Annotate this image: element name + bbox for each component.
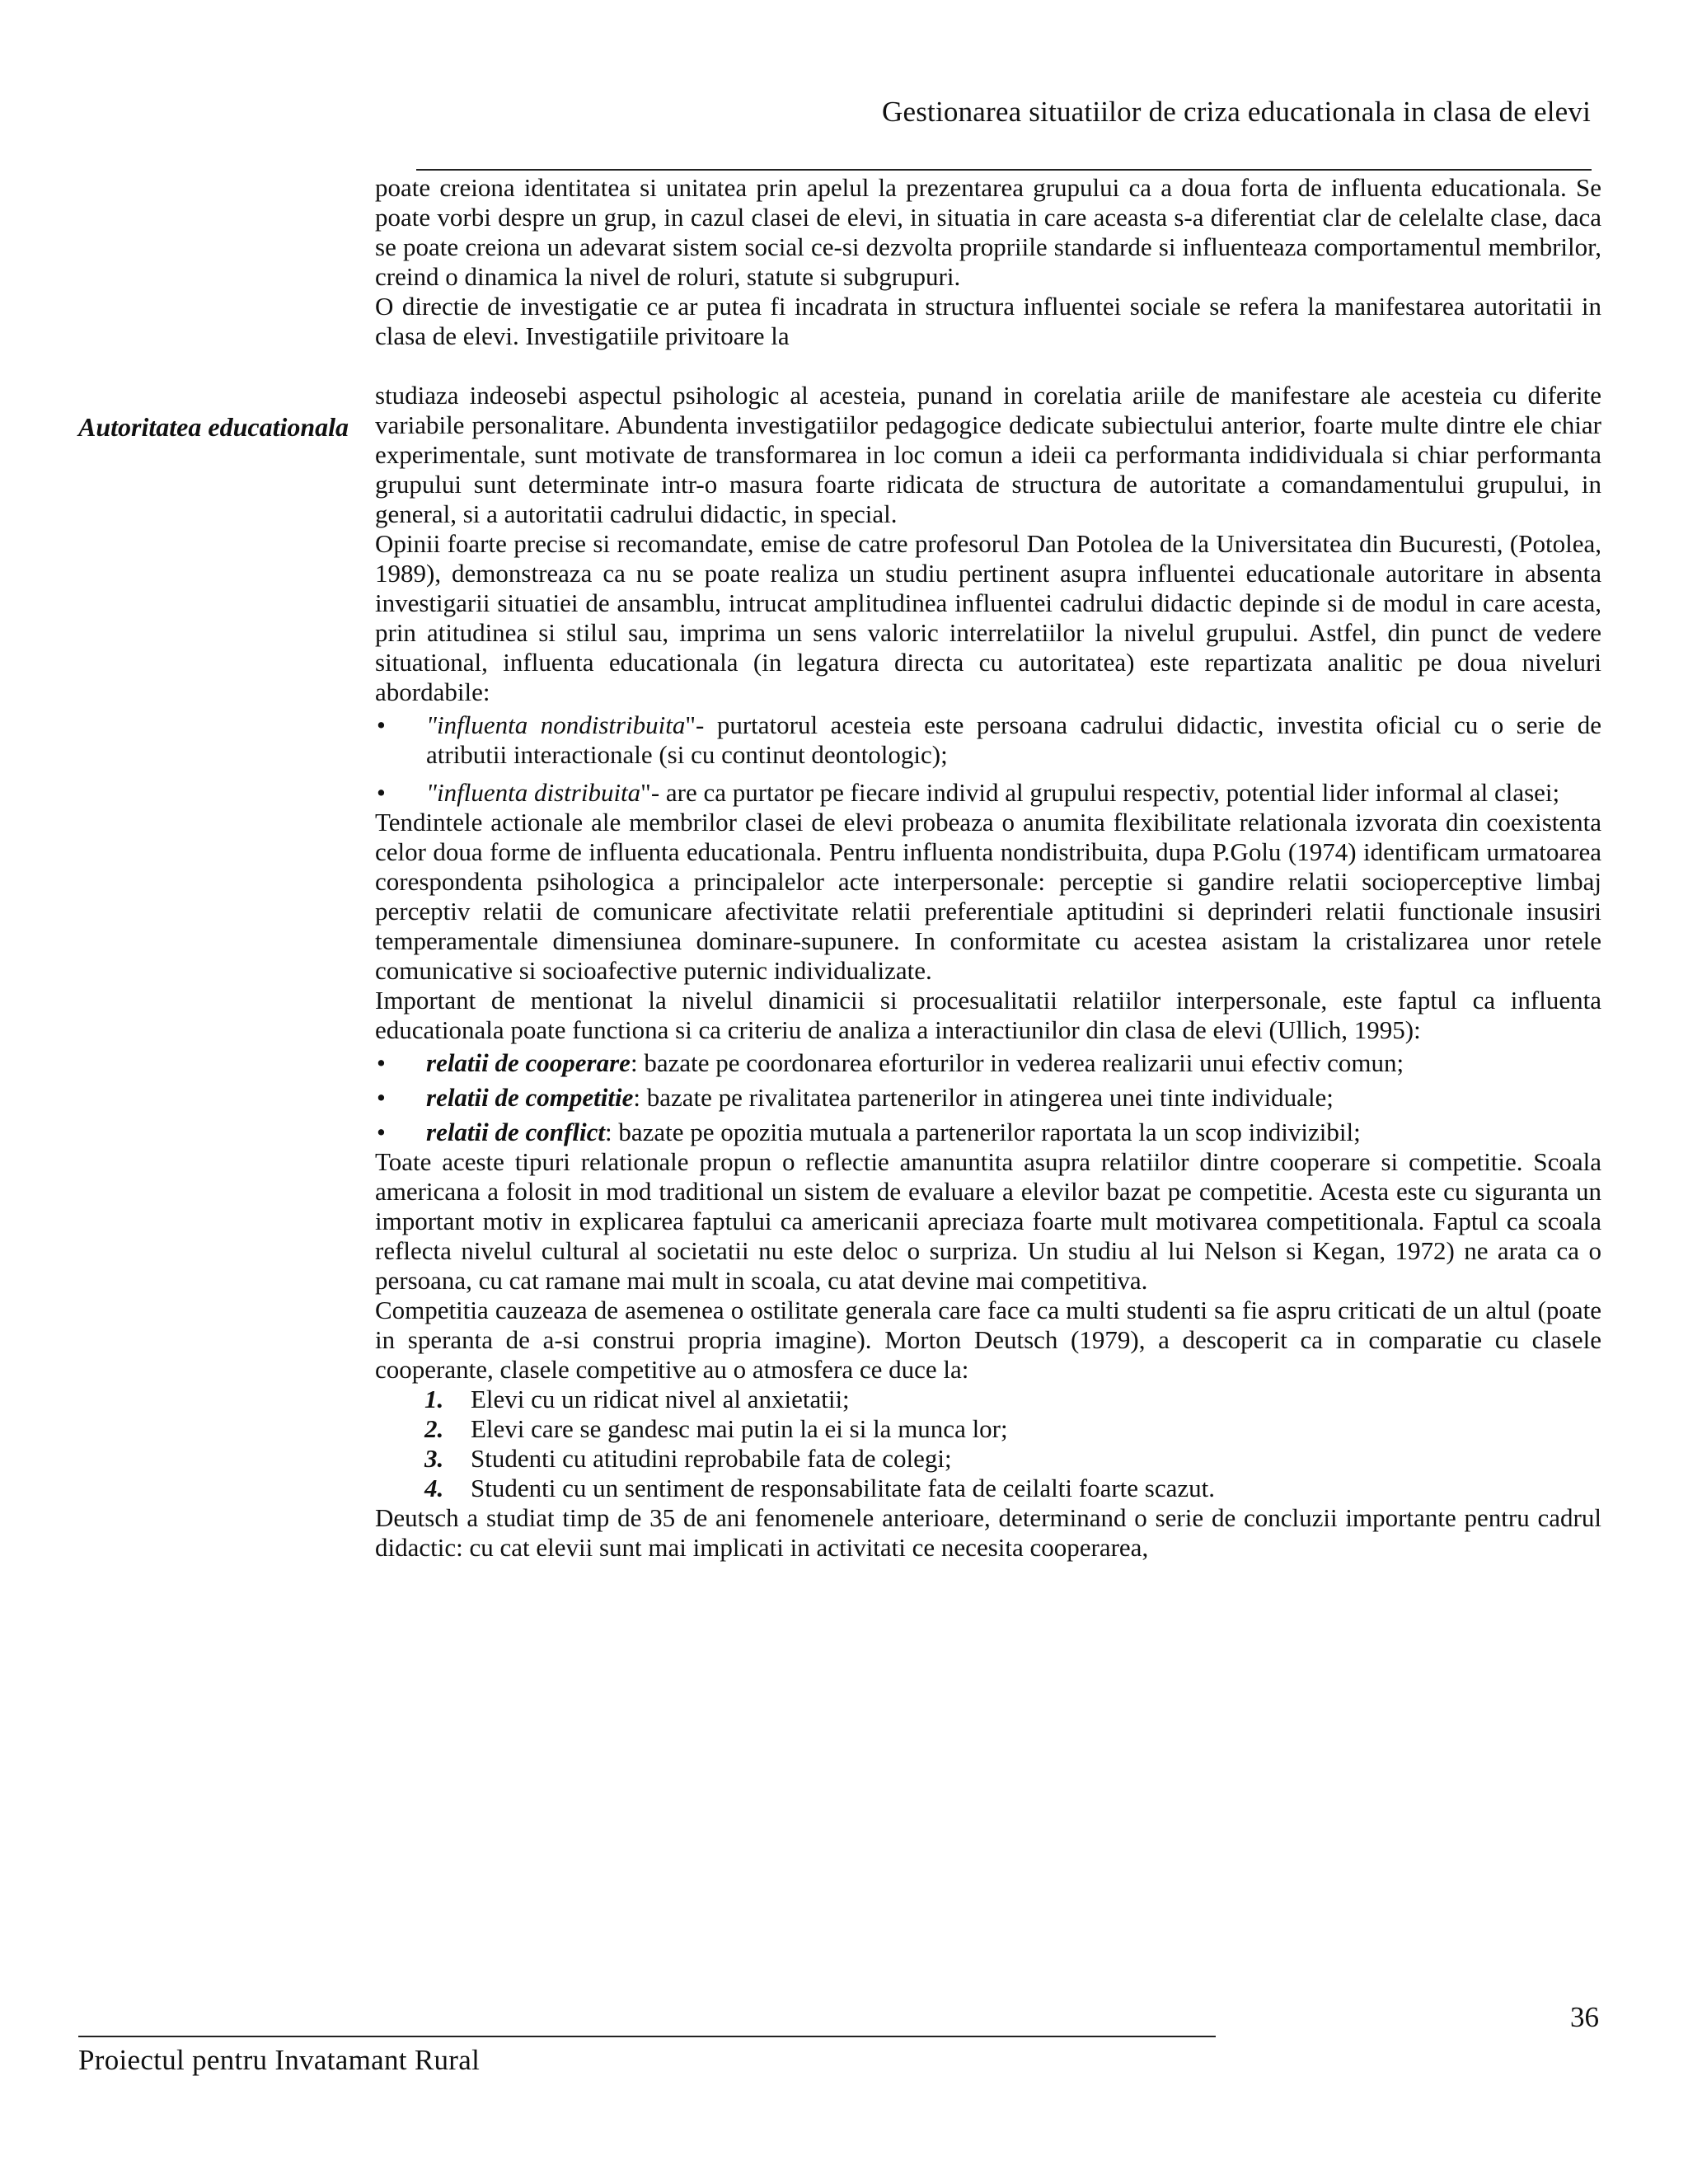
list-item (375, 1118, 1601, 1147)
bullet-icon: • (377, 1118, 386, 1146)
list-item-term: relatii de conflict (426, 1118, 605, 1146)
paragraph: studiaza indeosebi aspectul psihologic al acesteia, punand in corelatia ariile de manifestare ale acesteia cu diferite variabile personalitare. Abundenta investigatiilor pedagogice dedicate subiectului anterior, foarte multe dintre ele chiar experimentale, sunt motivate de transformarea in loc comun a ideii ca performanta indidividuala si chiar performanta grupului sunt determinate intr-o masura foarte ridicata de structura de autoritate a comandamentului grupului, in general, si a autoritatii cadrului didactic, in special. (375, 381, 1601, 528)
paragraph: Toate aceste tipuri relationale propun o reflectie amanuntita asupra relatiilor dintre cooperare si competitie. Scoala americana a folosit in mod traditional un sistem de evaluare a elevilor bazat pe competitie. Acesta este cu siguranta un important motiv in explicarea faptului ca americanii apreciaza foarte mult motivarea competitionala. Faptul ca scoala reflecta nivelul cultural al societatii nu este deloc o surpriza. Un studiu al lui Nelson si Kegan, 1972) ne arata ca o persoana, cu cat ramane mai mult in scoala, cu atat devine mai competitiva. (375, 1147, 1601, 1295)
header-rule (416, 169, 1592, 171)
list-item-text: Elevi care se gandesc mai putin la ei si la munca lor; (471, 1414, 1008, 1443)
list-number: 1. (424, 1385, 444, 1413)
list-item-term: relatii de cooperare (426, 1048, 631, 1077)
paragraph: poate creiona identitatea si unitatea prin apelul la prezentarea grupului ca a doua forta de influenta educationala. Se poate vorbi despre un grup, in cazul clasei de elevi, in situatia in care aceasta s-a diferentiat clar de celelalte clase, daca se poate creiona un adevarat sistem social ce-si dezvolta propriile standarde si influenteaza comportamentul membrilor, creind o dinamica la nivel de roluri, statute si subgrupuri. (375, 173, 1601, 291)
numbered-list (375, 1385, 1601, 1503)
bullet-icon: • (377, 1048, 386, 1077)
list-item-text: "- purtatorul acesteia este persoana cadrului didactic, investita oficial cu o serie de atributii interactionale (si cu continut deontologic); (426, 710, 1601, 769)
paragraph: Opinii foarte precise si recomandate, emise de catre profesorul Dan Potolea de la Universitatea din Bucuresti, (Potolea, 1989), demonstreaza ca nu se poate realiza un studiu pertinent asupra influentei educationale autoritare in absenta investigarii situatiei de ansamblu, intrucat amplitudinea influentei cadrului didactic depinde si de modul in care acesta, prin atitudinea si stilul sau, imprima un sens valoric interrelatiilor la nivelul grupului. Astfel, din punct de vedere situational, influenta educationala (in legatura directa cu autoritatea) este repartizata analitic pe doua niveluri abordabile: (375, 529, 1601, 706)
list-item-term: relatii de competitie (426, 1083, 634, 1112)
page-number: 36 (1570, 2001, 1599, 2033)
footer-text: Proiectul pentru Invatamant Rural (78, 2044, 481, 2076)
list-item-term: "influenta distribuita (426, 778, 641, 807)
list-item-term: "influenta nondistribuita (426, 710, 686, 739)
list-item (375, 1474, 1601, 1503)
list-item-text: Elevi cu un ridicat nivel al anxietatii; (471, 1385, 850, 1413)
list-item (375, 1083, 1601, 1113)
list-item (375, 1048, 1601, 1078)
paragraph: Competitia cauzeaza de asemenea o ostilitate generala care face ca multi studenti sa fie aspru criticati de un altul (poate in speranta de a-si construi propria imagine). Morton Deutsch (1979), a descoperit ca in comparatie cu clasele cooperante, clasele competitive au o atmosfera ce duce la: (375, 1296, 1601, 1384)
influence-list (375, 710, 1601, 808)
list-number: 3. (424, 1444, 444, 1473)
list-item (375, 1385, 1601, 1414)
list-item-text: : bazate pe opozitia mutuala a partenerilor raportata la un scop indivizibil; (604, 1118, 1361, 1146)
list-item-text: "- are ca purtator pe fiecare individ al grupului respectiv, potential lider informal al clasei; (640, 778, 1560, 807)
bullet-icon: • (377, 710, 386, 739)
list-item-text: : bazate pe rivalitatea partenerilor in atingerea unei tinte individuale; (633, 1083, 1334, 1112)
paragraph: Deutsch a studiat timp de 35 de ani fenomenele anterioare, determinand o serie de concluzii importante pentru cadrul didactic: cu cat elevii sunt mai implicati in activitati ce necesita cooperarea, (375, 1503, 1601, 1562)
list-item (375, 710, 1601, 770)
running-header: Gestionarea situatiilor de criza educationala in clasa de elevi (882, 96, 1591, 128)
list-number: 4. (424, 1474, 444, 1502)
bullet-icon: • (377, 778, 386, 807)
side-heading: Autoritatea educationala (78, 412, 349, 442)
paragraph: O directie de investigatie ce ar putea fi incadrata in structura influentei sociale se refera la manifestarea autoritatii in clasa de elevi. Investigatiile privitoare la (375, 292, 1601, 350)
page-body (375, 173, 1601, 1563)
list-item-text: Studenti cu atitudini reprobabile fata de colegi; (471, 1444, 952, 1473)
bullet-icon: • (377, 1083, 386, 1112)
paragraph: Tendintele actionale ale membrilor clasei de elevi probeaza o anumita flexibilitate relationala izvorata din coexistenta celor doua forme de influenta educationala. Pentru influenta nondistribuita, dupa P.Golu (1974) identificam urmatoarea corespondenta psihologica a principalelor acte interpersonale: perceptie si gandire relatii socioperceptive limbaj perceptiv relatii de comunicare afectivitate relatii preferentiale aptitudini si deprinderi relatii functionale insusiri temperamentale dimensiunea dominare-supunere. In conformitate cu acestea asistam la cristalizarea unor retele comunicative si socioafective puternic individualizate. (375, 808, 1601, 985)
list-item-text: : bazate pe coordonarea eforturilor in vederea realizarii unui efectiv comun; (630, 1048, 1404, 1077)
list-item-text: Studenti cu un sentiment de responsabilitate fata de ceilalti foarte scazut. (471, 1474, 1215, 1502)
relations-list (375, 1048, 1601, 1147)
paragraph: Important de mentionat la nivelul dinamicii si procesualitatii relatiilor interpersonale, este faptul ca influenta educationala poate functiona si ca criteriu de analiza a interactiunilor din clasa de elevi (Ullich, 1995): (375, 986, 1601, 1044)
list-number: 2. (424, 1414, 444, 1443)
footer-rule (78, 2036, 1216, 2037)
list-item (375, 1444, 1601, 1474)
list-item (375, 1414, 1601, 1444)
list-item (375, 778, 1601, 808)
